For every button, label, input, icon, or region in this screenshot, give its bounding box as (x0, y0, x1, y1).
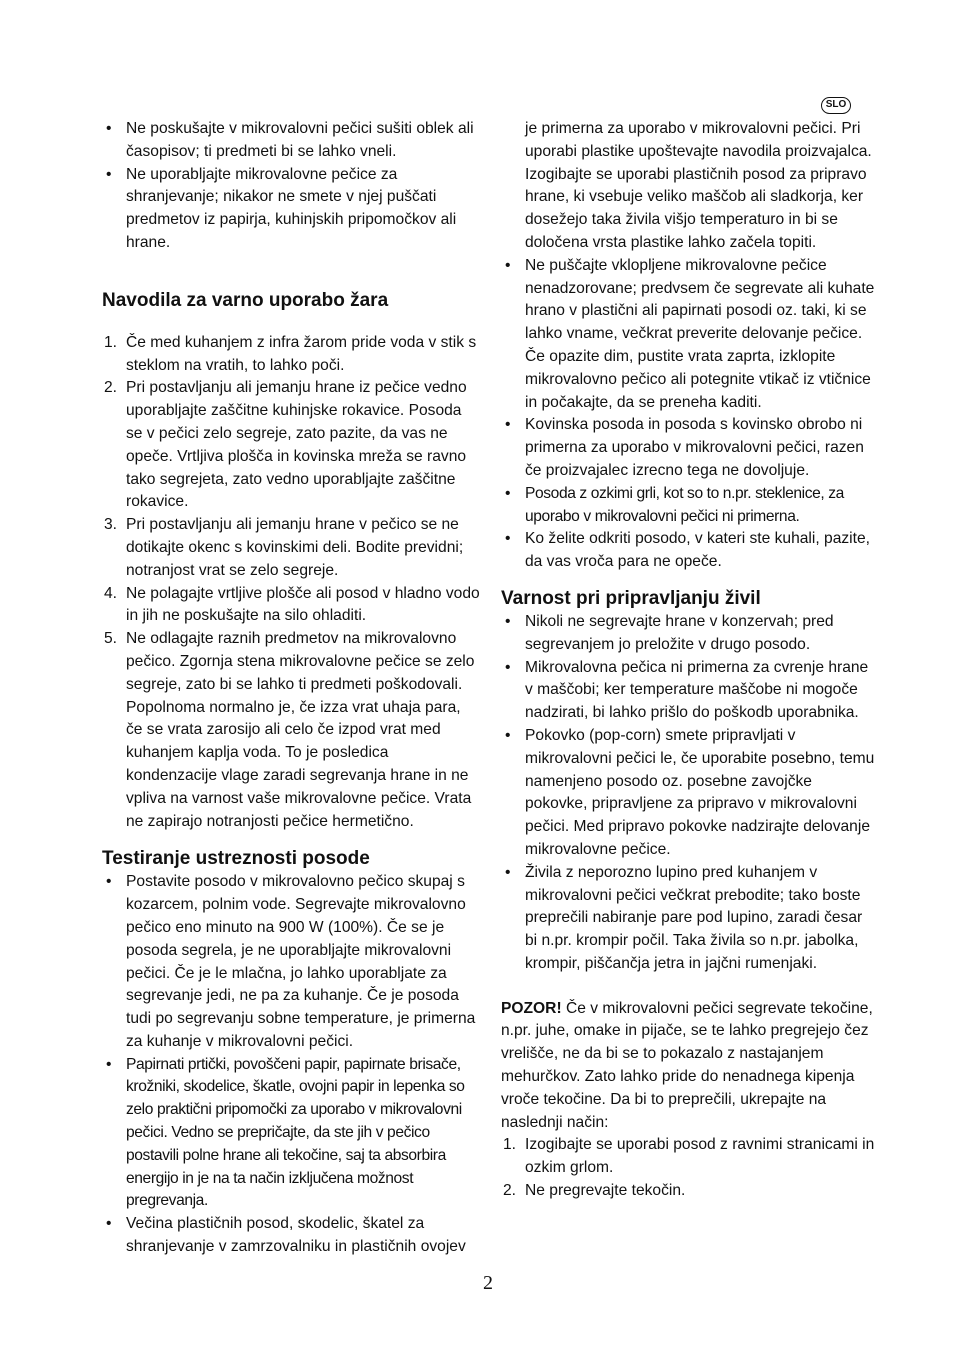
list-item (102, 332, 480, 378)
grill-numbered-list (102, 332, 480, 834)
list-item (102, 583, 480, 629)
warning-numbered-list (501, 1134, 877, 1202)
list-item: • Večina plastičnih posod, skodelic, škatel za shranjevanje v zamrzovalniku in plastičnih ovojev (102, 1213, 480, 1259)
list-item: • Postavite posodo v mikrovalovno pečico skupaj s kozarcem, polnim vode. Segrevajte mikrovalovno pečico eno minuto na 900 W (100%). Če se je posoda segrela, je ne uporabljajte mikrovalovni pečici. Če je le mlačna, jo lahko uporabljate za segrevanje jedi, ne pa za kuhanje. Če je posoda tudi po segrevanju sobne temperature, je primerna za kuhanje v mikrovalovni pečici. (102, 871, 480, 1053)
list-item (102, 377, 480, 514)
list-item (501, 1180, 877, 1203)
page-number: 2 (483, 1272, 493, 1294)
warning-text: Če v mikrovalovni pečici segrevate tekočine, n.pr. juhe, omake in pijače, se te lahko pregrejejo čez vrelišče, ne da bi se to pokazalo z nastajanjem mehurčkov. Zato lahko pride do nenadnega kipenja vroče tekočine. Da bi to preprečili, ukrepajte na naslednji način: (501, 999, 873, 1131)
item-text: Izogibajte se uporabi posod z ravnimi stranicami in ozkim grlom. (525, 1136, 875, 1177)
list-item (102, 514, 480, 582)
item-number: 4. (104, 584, 118, 602)
left-column (102, 118, 480, 1259)
item-number: 1. (104, 333, 118, 351)
item-number: 2. (104, 379, 118, 397)
list-item: • Nikoli ne segrevajte hrane v konzervah; pred segrevanjem jo preložite v drugo posodo. (501, 611, 877, 657)
list-item: • Mikrovalovna pečica ni primerna za cvrenje hrane v maščobi; ker temperature maščobe ni mogoče nadzirati, bi lahko prišlo do poškodb uporabnika. (501, 657, 877, 725)
item-number: 2. (503, 1182, 517, 1200)
warning-paragraph (501, 998, 877, 1135)
language-badge: SLO (821, 97, 851, 114)
section-heading-test: Testiranje ustreznosti posode (102, 848, 370, 870)
list-item: • Pokovko (pop-corn) smete pripravljati v mikrovalovni pečici le, če uporabite posebno, temu namenjeno posodo oz. posebne zavojčke pokovke, pripravljene za pripravo v mikrovalovni pečici. Med pripravo pokovke nadzirajte delovanje mikrovalovne pečice. (501, 725, 877, 862)
food-bullet-list (501, 611, 877, 976)
list-item: • Živila z neporozno lupino pred kuhanjem v mikrovalovni pečici večkrat prebodite; tako boste preprečili nabiranje pare pod lupino, zaradi česar bi n.pr. krompir počil. Taka živila so n.pr. jabolka, krompir, piščančja jetra in jajčni rumenjaki. (501, 862, 877, 976)
item-number: 5. (104, 630, 118, 648)
list-item: • Ne poskušajte v mikrovalovni pečici sušiti oblek ali časopisov; ti predmeti bi se lahko vneli. (102, 118, 480, 164)
list-item: • Ne uporabljajte mikrovalovne pečice za shranjevanje; nikakor ne smete v njej puščati predmetov iz papirja, kuhinjskih pripomočkov ali hrane. (102, 164, 480, 255)
list-item: • Ne puščajte vklopljene mikrovalovne pečice nenadzorovane; predvsem če segrevate ali kuhate hrano v plastični ali papirnati posodi oz. taki, ki se lahko vname, večkrat preverite delovanje pečice. Če opazite dim, pustite vrata zaprta, izklopite mikrovalovno pečico ali potegnite vtikač iz vtičnice in počakajte, da se preneha kaditi. (501, 255, 877, 415)
item-text: Ne polagajte vrtljive plošče ali posod v hladno vodo in jih ne poskušajte na silo ohladiti. (126, 584, 480, 625)
item-text: Ne pregrevajte tekočin. (525, 1182, 686, 1200)
item-text: Pri postavljanju ali jemanju hrane iz pečice vedno uporabljajte zaščitne kuhinjske rokavice. Posoda se v pečici zelo segreje, zato pazite, da vas ne opeče. Vrtljiva plošča in kovinska mreža se ravno tako segrejeta, zato vedno uporabljajte zaščitne rokavice. (126, 379, 467, 511)
item-text: Ne odlagajte raznih predmetov na mikrovalovno pečico. Zgornja stena mikrovalovne pečice se zelo segreje, zato bi se lahko ti predmeti poškodovali. Popolnoma normalno je, če izza vrat uhaja para, če se vrata zarosijo ali celo če izpod vrat med kuhanjem kaplja voda. To je posledica kondenzacije vlage zaradi segrevanja hrane in ne vpliva na varnost vaše mikrovalovne pečice. Vrata ne zapirajo notranjosti pečice hermetično. (126, 630, 475, 830)
warning-label: POZOR! (501, 999, 562, 1017)
list-item: • Ko želite odkriti posodo, v kateri ste kuhali, pazite, da vas vroča para ne opeče. (501, 528, 877, 574)
top-bullet-list (102, 118, 480, 255)
section-heading-grill: Navodila za varno uporabo žara (102, 289, 389, 311)
test-bullet-list (102, 871, 480, 1259)
right-column (501, 118, 877, 1203)
right-bullet-list (501, 255, 877, 574)
list-item: • Posoda z ozkimi grli, kot so to n.pr. steklenice, za uporabo v mikrovalovni pečici ni primerna. (501, 483, 877, 529)
item-number: 3. (104, 516, 118, 534)
list-item (102, 628, 480, 833)
continued-paragraph: je primerna za uporabo v mikrovalovni pečici. Pri uporabi plastike upoštevajte navodila proizvajalca. Izogibajte se uporabi plastičnih posod za pripravo hrane, ki vsebuje veliko maščob ali sladkorja, ker dosežejo taka živila višjo temperaturo in bi se določena vrsta plastike lahko začela topiti. (525, 120, 872, 251)
list-item: • Papirnati prtički, povoščeni papir, papirnate brisače, krožniki, skodelice, škatle, ovojni papir in lepenka so zelo praktični pripomočki za uporabo v mikrovalovni pečici. Vedno se prepričajte, da ste jih v pečico postavili polne hrane ali tekočine, saj ta absorbira energijo in je na ta način izključena možnost pregrevanja. (102, 1054, 480, 1214)
list-item: • Kovinska posoda in posoda s kovinsko obrobo ni primerna za uporabo v mikrovalovni pečici, razen če proizvajalec izrecno tega ne dovoljuje. (501, 414, 877, 482)
section-heading-food: Varnost pri pripravljanju živil (501, 587, 761, 609)
list-item (501, 1134, 877, 1180)
item-text: Pri postavljanju ali jemanju hrane v pečico se ne dotikajte okenc s kovinskimi deli. Bodite previdni; notranjost vrat se zelo segreje. (126, 516, 464, 579)
item-number: 1. (503, 1136, 517, 1154)
item-text: Če med kuhanjem z infra žarom pride voda v stik s steklom na vratih, to lahko poči. (126, 333, 477, 374)
